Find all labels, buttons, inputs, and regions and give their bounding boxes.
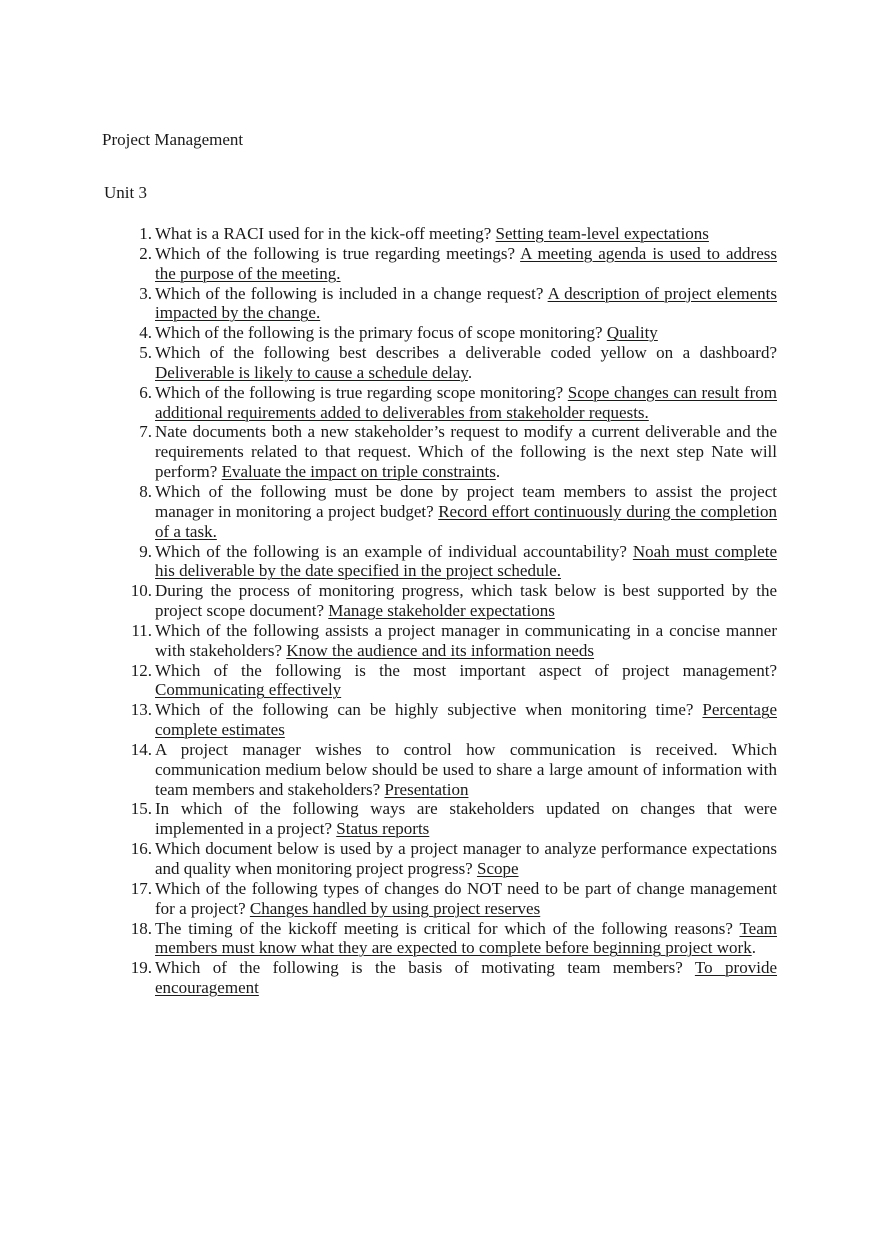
question-item bbox=[139, 224, 777, 244]
answer-text: To provide encouragement bbox=[155, 958, 777, 998]
answer-text: Quality bbox=[606, 323, 658, 343]
answer-text: Record effort continuously during the completion of a task. bbox=[155, 501, 777, 541]
question-item bbox=[139, 323, 777, 343]
question-item bbox=[139, 243, 777, 284]
question-number: 12. bbox=[130, 660, 152, 680]
question-text: Which of the following must be done by project team members to assist the project manager in monitoring a project budget? bbox=[155, 481, 777, 521]
question-text: Which of the following is an example of individual accountability? bbox=[155, 541, 633, 561]
question-item bbox=[139, 283, 777, 324]
question-item bbox=[131, 620, 777, 661]
question-number: 19. bbox=[130, 958, 152, 978]
question-text: What is a RACI used for in the kick-off meeting? bbox=[155, 224, 496, 243]
answer-text: Noah must complete his deliverable by the date specified in the project schedule. bbox=[155, 541, 777, 581]
question-item bbox=[139, 422, 777, 482]
question-number: 17. bbox=[130, 878, 152, 898]
answer-text: Team members must know what they are expected to complete before beginning project work bbox=[155, 918, 777, 958]
question-item bbox=[130, 660, 777, 701]
answer-trail: . bbox=[495, 462, 501, 482]
answer-text: Scope changes can result from additional requirements added to deliverables from stakeholder requests. bbox=[155, 382, 778, 422]
question-text: Which of the following best describes a deliverable coded yellow on a dashboard? bbox=[155, 343, 777, 363]
question-number: 15. bbox=[130, 799, 152, 819]
question-text: During the process of monitoring progress, which task below is best supported by the project scope document? bbox=[155, 581, 777, 621]
question-number: 8. bbox=[139, 481, 152, 501]
answer-text: Status reports bbox=[336, 819, 430, 839]
question-text: A project manager wishes to control how communication is received. Which communication medium below should be used to share a large amount of information with team members and stakeholders? bbox=[155, 739, 777, 799]
answer-text: A description of project elements impacted by the change. bbox=[155, 283, 777, 323]
question-item bbox=[130, 739, 777, 800]
question-number: 14. bbox=[130, 739, 152, 759]
question-number: 13. bbox=[130, 700, 152, 720]
answer-text: Communicating effectively bbox=[155, 680, 342, 700]
question-text: Which of the following is the primary focus of scope monitoring? bbox=[155, 323, 607, 343]
question-number: 6. bbox=[139, 382, 152, 402]
question-item bbox=[139, 481, 777, 542]
question-text: Which document below is used by a project manager to analyze performance expectations and quality when monitoring project progress? bbox=[155, 839, 777, 878]
question-item bbox=[130, 878, 777, 919]
question-text: The timing of the kickoff meeting is critical for which of the following reasons? bbox=[155, 918, 740, 938]
question-number: 9. bbox=[139, 541, 152, 561]
answer-text: Deliverable is likely to cause a schedule delay bbox=[155, 362, 468, 382]
question-number: 18. bbox=[130, 918, 152, 938]
question-item bbox=[130, 918, 777, 959]
question-item bbox=[130, 958, 777, 998]
question-text: Which of the following assists a project manager in communicating in a concise manner with stakeholders? bbox=[155, 620, 777, 660]
question-number: 3. bbox=[139, 283, 152, 303]
question-number: 11. bbox=[131, 620, 152, 640]
answer-text: A meeting agenda is used to address the purpose of the meeting. bbox=[155, 243, 777, 283]
question-text: Which of the following is the basis of motivating team members? bbox=[155, 958, 695, 978]
question-text: Which of the following is the most important aspect of project management? bbox=[155, 660, 777, 680]
answer-text: Changes handled by using project reserves bbox=[249, 898, 541, 918]
question-text: Which of the following can be highly subjective when monitoring time? bbox=[155, 700, 703, 720]
question-list bbox=[130, 224, 778, 998]
answer-text: Evaluate the impact on triple constraints bbox=[221, 462, 496, 482]
question-number: 5. bbox=[139, 343, 152, 363]
question-item bbox=[130, 799, 777, 839]
question-item bbox=[130, 839, 777, 879]
answer-text: Setting team-level expectations bbox=[495, 224, 709, 243]
answer-text: Percentage complete estimates bbox=[155, 700, 777, 740]
answer-trail: . bbox=[751, 938, 756, 958]
question-item bbox=[139, 343, 777, 383]
question-text: Which of the following types of changes do NOT need to be part of change management for a project? bbox=[155, 878, 777, 918]
question-number: 16. bbox=[130, 839, 152, 859]
question-number: 1. bbox=[139, 224, 152, 243]
question-number: 2. bbox=[139, 243, 152, 263]
question-text: Nate documents both a new stakeholder’s request to modify a current deliverable and the requirements related to that request. Which of the following is the next step Nate will perform? bbox=[155, 422, 777, 482]
question-text: Which of the following is true regarding meetings? bbox=[155, 243, 521, 263]
unit-heading: Unit 3 bbox=[104, 183, 147, 202]
question-text: In which of the following ways are stakeholders updated on changes that were implemented in a project? bbox=[155, 799, 777, 839]
question-number: 4. bbox=[139, 323, 152, 343]
question-item bbox=[139, 541, 777, 582]
question-number: 10. bbox=[130, 581, 152, 601]
question-number: 7. bbox=[139, 422, 152, 442]
answer-text: Scope bbox=[476, 859, 519, 878]
question-item bbox=[139, 382, 778, 423]
question-item bbox=[130, 581, 777, 621]
question-text: Which of the following is included in a change request? bbox=[155, 283, 548, 303]
question-text: Which of the following is true regarding scope monitoring? bbox=[155, 382, 568, 402]
answer-text: Know the audience and its information needs bbox=[286, 640, 595, 660]
answer-trail: . bbox=[467, 362, 473, 382]
answer-text: Manage stakeholder expectations bbox=[328, 601, 555, 621]
answer-text: Presentation bbox=[384, 779, 469, 799]
document-title: Project Management bbox=[102, 130, 244, 149]
question-item bbox=[130, 700, 777, 740]
